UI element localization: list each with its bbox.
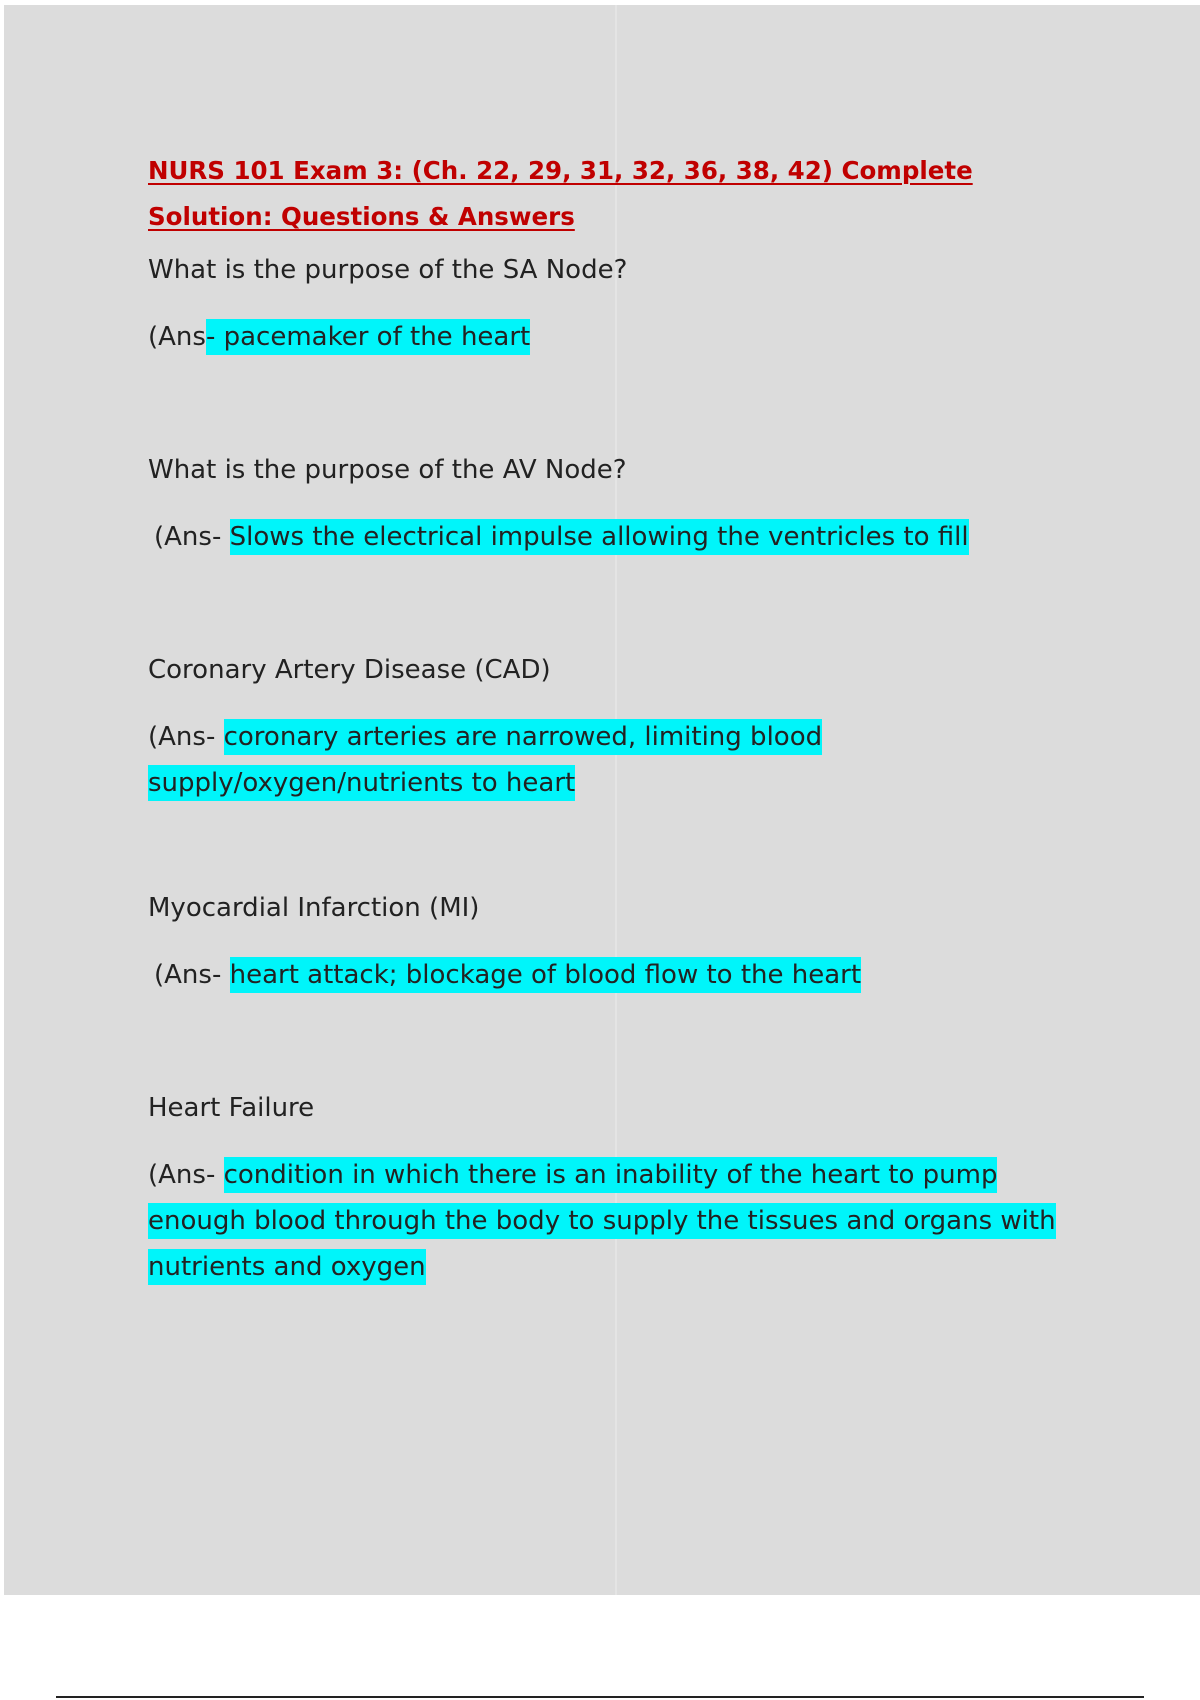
answer-prefix: (Ans [148, 322, 206, 352]
question-text: What is the purpose of the AV Node? [148, 455, 627, 485]
answer-prefix: (Ans- [148, 722, 224, 752]
answer-text [148, 952, 1068, 998]
answer-prefix: (Ans- [148, 1160, 224, 1190]
answer-highlight: - pacemaker of the heart [206, 319, 530, 355]
qa-item-cad [148, 652, 1068, 806]
question-text: What is the purpose of the SA Node? [148, 255, 628, 285]
answer-text [148, 1152, 1058, 1290]
footer-rule [56, 1696, 1144, 1698]
answer-text [148, 714, 868, 806]
qa-item-sa-node [148, 252, 1068, 360]
answer-text [148, 514, 1068, 560]
answer-prefix: (Ans- [154, 522, 230, 552]
answer-text [148, 314, 1068, 360]
qa-item-mi [148, 890, 1068, 998]
question-text: Coronary Artery Disease (CAD) [148, 655, 551, 685]
question-text: Myocardial Infarction (MI) [148, 893, 480, 923]
answer-highlight: heart attack; blockage of blood flow to the heart [230, 957, 861, 993]
document-content [148, 148, 1068, 1290]
answer-prefix: (Ans- [154, 960, 230, 990]
question-text: Heart Failure [148, 1093, 315, 1123]
qa-item-heart-failure [148, 1090, 1068, 1290]
qa-item-av-node [148, 452, 1068, 560]
answer-highlight: coronary arteries are narrowed, limiting blood supply/oxygen/nutrients to heart [148, 719, 822, 801]
answer-highlight: Slows the electrical impulse allowing the ventricles to fill [230, 519, 969, 555]
answer-highlight: condition in which there is an inability of the heart to pump enough blood through the body to supply the tissues and organs with nutrients and oxygen [148, 1157, 1056, 1285]
document-title: NURS 101 Exam 3: (Ch. 22, 29, 31, 32, 36, 38, 42) Complete Solution: Questions & Answers [148, 156, 973, 231]
